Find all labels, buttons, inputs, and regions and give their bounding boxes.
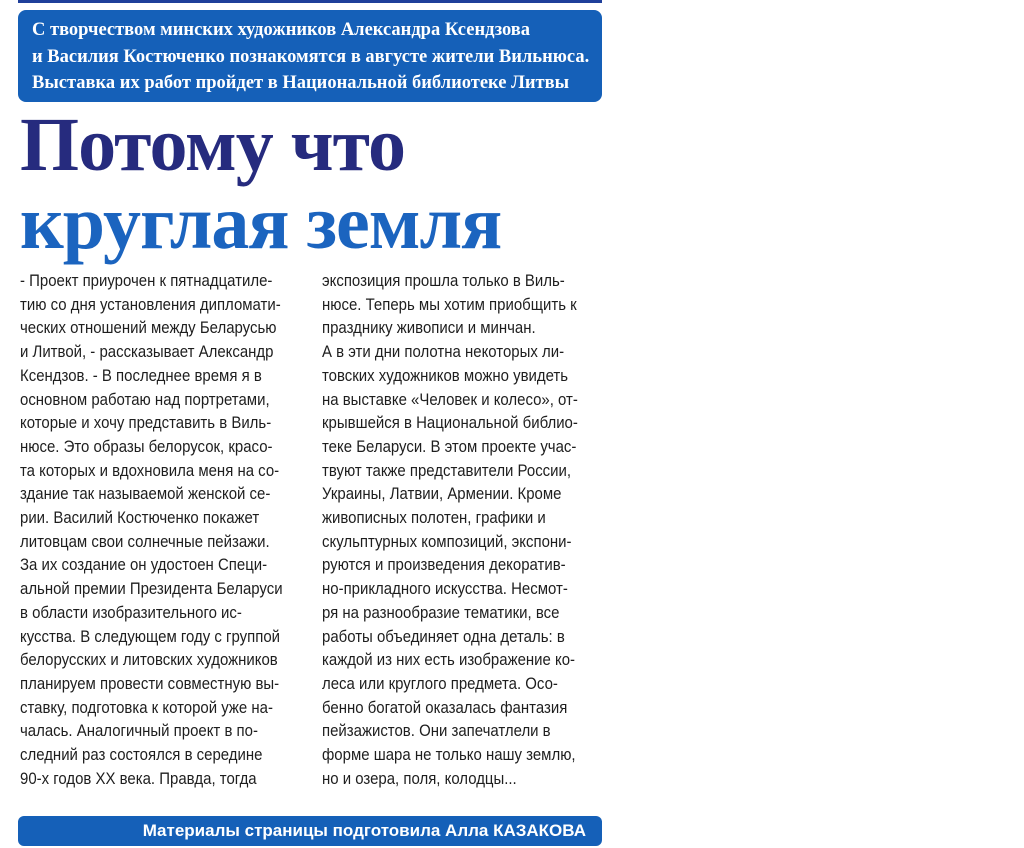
article-line: пейзажистов. Они запечатлели в (322, 721, 551, 741)
article-line: литовцам свои солнечные пейзажи. (20, 531, 270, 551)
article-line: Ксендзов. - В последнее время я в (20, 365, 262, 385)
article-line: чалась. Аналогичный проект в по- (20, 721, 258, 741)
article-line: крывшейся в Национальной библио- (322, 413, 578, 433)
article-line: За их создание он удостоен Специ- (20, 555, 268, 575)
article-line: та которых и вдохновила меня на со- (20, 460, 280, 480)
headline (20, 103, 502, 265)
article-line: следний раз состоялся в середине (20, 745, 263, 765)
article-line: Украины, Латвии, Армении. Кроме (322, 484, 562, 504)
footer-credit: Материалы страницы подготовила Алла КАЗАКОВА (142, 821, 586, 840)
article-line: кусства. В следующем году с группой (20, 626, 281, 646)
article-line: в области изобразительного ис- (20, 602, 242, 622)
article-line: но-прикладного искусства. Несмот- (322, 579, 568, 599)
footer-credit-bar (18, 816, 602, 846)
article-column-right (322, 269, 602, 790)
article-line: белорусских и литовских художников (20, 650, 278, 670)
article-line: - Проект приурочен к пятнадцатиле- (20, 271, 273, 290)
article-line: руются и произведения декоратив- (322, 555, 566, 575)
article-line: товских художников можно увидеть (322, 365, 569, 385)
article-line: каждой из них есть изображение ко- (322, 650, 576, 670)
article-line: ставку, подготовка к которой уже на- (20, 697, 273, 717)
article-line: нюсе. Теперь мы хотим приобщить к (322, 294, 577, 314)
article-line: живописных полотен, графики и (322, 508, 546, 528)
article-line: рии. Василий Костюченко покажет (20, 508, 260, 528)
article-line: на выставке «Человек и колесо», от- (322, 389, 578, 409)
article-line: твуют также представители России, (322, 460, 572, 480)
article-line: работы объединяет одна деталь: в (322, 626, 565, 646)
article-line: экспозиция прошла только в Виль- (322, 271, 565, 290)
top-rule (18, 0, 602, 3)
lead-line-3: Выставка их работ пройдет в Национальной библиотеке Литвы (32, 73, 570, 93)
article-line: планируем провести совместную вы- (20, 673, 280, 693)
article-line: но и озера, поля, колодцы... (322, 768, 517, 788)
headline-line-2: круглая земля (20, 181, 502, 265)
article-line: теке Беларуси. В этом проекте учас- (322, 436, 577, 456)
article-line: тию со дня установления дипломати- (20, 294, 281, 314)
lead-line-1: С творчеством минских художников Александра Ксендзова (32, 20, 531, 40)
article-line: бенно богатой оказалась фантазия (322, 697, 568, 717)
article-line: А в эти дни полотна некоторых ли- (322, 342, 565, 362)
article-line: которые и хочу представить в Виль- (20, 413, 272, 433)
article-line: празднику живописи и минчан. (322, 318, 536, 338)
article-line: 90-х годов XX века. Правда, тогда (20, 768, 257, 788)
lead-line-2: и Василия Костюченко познакомятся в августе жители Вильнюса. (32, 46, 590, 67)
headline-line-1: Потому что (20, 103, 405, 187)
article-line: скульптурных композиций, экспони- (322, 531, 572, 551)
article-column-left (20, 269, 300, 790)
article-line: здание так называемой женской се- (20, 484, 271, 504)
article-line: основном работаю над портретами, (20, 389, 270, 409)
article-line: и Литвой, - рассказывает Александр (20, 342, 274, 362)
article-line: леса или круглого предмета. Осо- (322, 673, 558, 693)
article-line: альной премии Президента Беларуси (20, 579, 283, 599)
lead-box (18, 10, 602, 102)
article-line: ческих отношений между Беларусью (20, 318, 277, 338)
article-line: ря на разнообразие тематики, все (322, 602, 560, 622)
article-line: нюсе. Это образы белорусок, красо- (20, 436, 273, 456)
article-line: форме шара не только нашу землю, (322, 745, 576, 765)
